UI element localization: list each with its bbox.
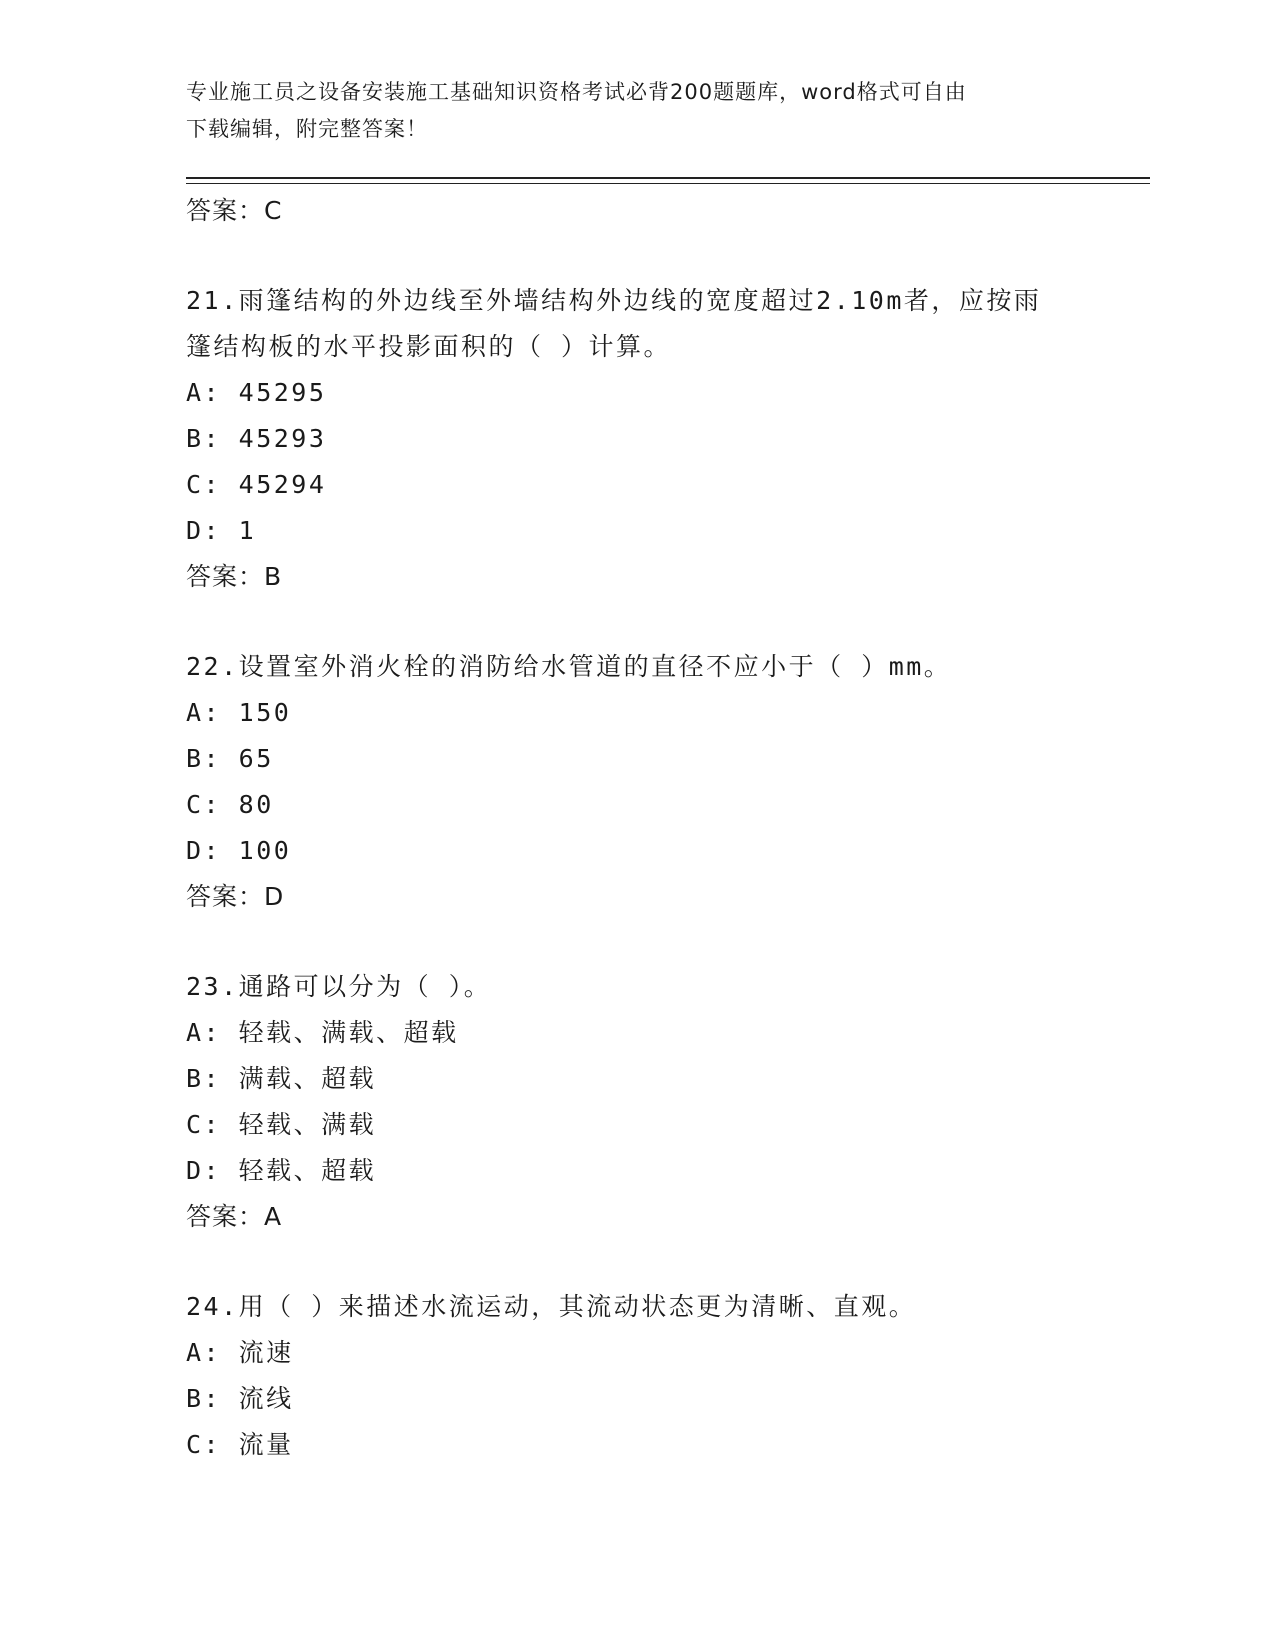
answer-21: 答案：B	[186, 562, 283, 591]
answer-20: 答案：C	[186, 196, 283, 225]
question-23	[186, 964, 1086, 1240]
answer-22: 答案：D	[186, 882, 285, 911]
question-stem-line: 24.用（ ）来描述水流运动，其流动状态更为清晰、直观。	[186, 1292, 917, 1321]
spacer	[186, 600, 1086, 644]
option-d: D: 1	[186, 516, 257, 545]
header-rule-thin	[186, 183, 1150, 184]
question-24	[186, 1284, 1086, 1468]
option-b: B: 45293	[186, 424, 327, 453]
question-stem-line: 21.雨篷结构的外边线至外墙结构外边线的宽度超过2.10m者，应按雨	[186, 286, 1042, 315]
answer-23: 答案：A	[186, 1202, 283, 1231]
option-c: C: 45294	[186, 470, 327, 499]
question-stem	[186, 644, 1086, 690]
spacer	[186, 234, 1086, 278]
question-stem	[186, 964, 1086, 1010]
option-a: A: 轻载、满载、超载	[186, 1018, 459, 1047]
option-a: A: 流速	[186, 1338, 294, 1367]
option-c: C: 流量	[186, 1430, 294, 1459]
document-header	[186, 74, 1066, 148]
option-d: D: 100	[186, 836, 292, 865]
header-line-1: 专业施工员之设备安装施工基础知识资格考试必背200题题库，word格式可自由	[186, 80, 967, 104]
question-stem-line: 23.通路可以分为（ ）。	[186, 972, 492, 1001]
option-d: D: 轻载、超载	[186, 1156, 377, 1185]
question-21	[186, 278, 1086, 600]
spacer	[186, 920, 1086, 964]
question-list	[186, 188, 1086, 1468]
header-rule-thick	[186, 177, 1150, 179]
option-c: C: 80	[186, 790, 274, 819]
question-stem	[186, 278, 1086, 370]
question-stem	[186, 1284, 1086, 1330]
option-b: B: 流线	[186, 1384, 294, 1413]
option-b: B: 满载、超载	[186, 1064, 377, 1093]
question-22	[186, 644, 1086, 920]
spacer	[186, 1240, 1086, 1284]
option-a: A: 150	[186, 698, 292, 727]
header-line-2: 下载编辑，附完整答案！	[186, 117, 428, 141]
option-a: A: 45295	[186, 378, 327, 407]
option-b: B: 65	[186, 744, 274, 773]
question-stem-line: 22.设置室外消火栓的消防给水管道的直径不应小于（ ）mm。	[186, 652, 952, 681]
option-c: C: 轻载、满载	[186, 1110, 377, 1139]
question-stem-line: 篷结构板的水平投影面积的（ ）计算。	[186, 332, 672, 361]
